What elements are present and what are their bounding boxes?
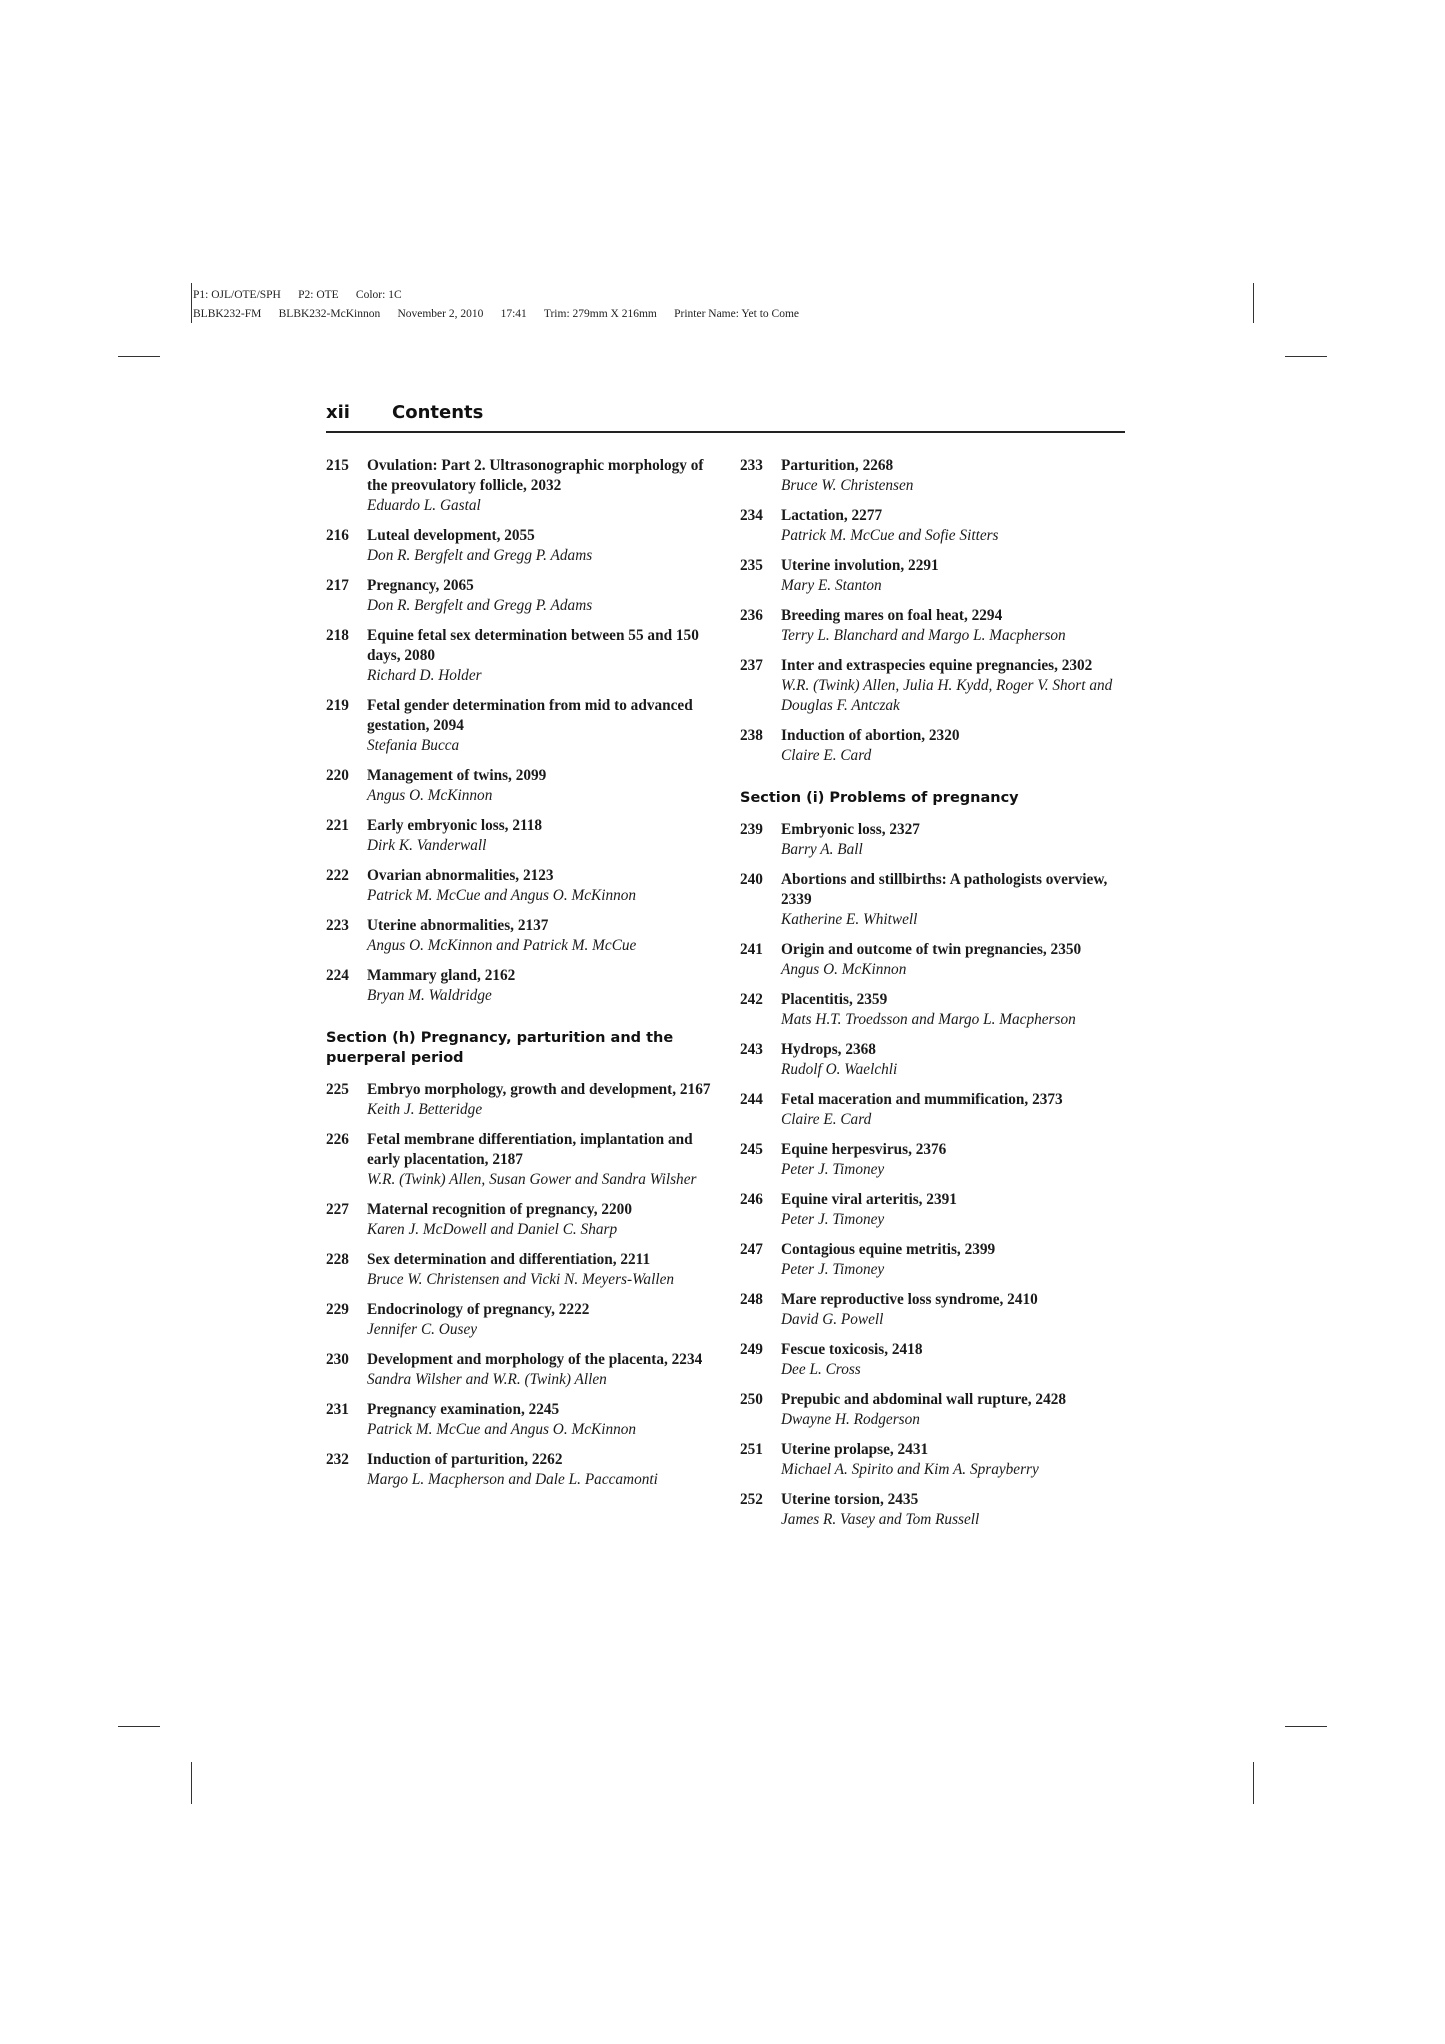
chapter-authors: Claire E. Card bbox=[781, 1111, 872, 1128]
toc-entry bbox=[740, 1040, 1130, 1080]
crop-mark bbox=[1285, 1726, 1327, 1727]
chapter-number: 234 bbox=[740, 507, 763, 524]
chapter-title: Early embryonic loss, 2118 bbox=[367, 817, 543, 834]
printer-slug-line-2: BLBK232-FM BLBK232-McKinnon November 2, 2010 17:41 Trim: 279mm X 216mm Printer Name: Yet to Come bbox=[193, 308, 799, 320]
chapter-authors: Bruce W. Christensen bbox=[781, 477, 914, 494]
toc-entry bbox=[326, 766, 716, 806]
chapter-number: 228 bbox=[326, 1251, 349, 1268]
toc-entry bbox=[326, 816, 716, 856]
chapter-authors: Dee L. Cross bbox=[781, 1361, 861, 1378]
chapter-title: Prepubic and abdominal wall rupture, 2428 bbox=[781, 1391, 1067, 1408]
chapter-number: 216 bbox=[326, 527, 349, 544]
printer-slug-line-1: P1: OJL/OTE/SPH P2: OTE Color: 1C bbox=[193, 289, 402, 301]
chapter-title: Endocrinology of pregnancy, 2222 bbox=[367, 1301, 590, 1318]
chapter-title: Breeding mares on foal heat, 2294 bbox=[781, 607, 1003, 624]
toc-entry bbox=[740, 1140, 1130, 1180]
chapter-number: 239 bbox=[740, 821, 763, 838]
chapter-number: 238 bbox=[740, 727, 763, 744]
chapter-number: 229 bbox=[326, 1301, 349, 1318]
chapter-authors: Stefania Bucca bbox=[367, 737, 460, 754]
crop-mark bbox=[191, 1762, 192, 1804]
toc-entry bbox=[740, 1090, 1130, 1130]
chapter-authors: Katherine E. Whitwell bbox=[781, 911, 918, 928]
chapter-authors: Karen J. McDowell and Daniel C. Sharp bbox=[367, 1221, 618, 1238]
toc-entry bbox=[326, 1080, 716, 1120]
chapter-number: 251 bbox=[740, 1441, 763, 1458]
chapter-authors: Margo L. Macpherson and Dale L. Paccamonti bbox=[367, 1471, 658, 1488]
chapter-number: 236 bbox=[740, 607, 763, 624]
chapter-number: 245 bbox=[740, 1141, 763, 1158]
chapter-title: Mare reproductive loss syndrome, 2410 bbox=[781, 1291, 1038, 1308]
chapter-authors: Mats H.T. Troedsson and Margo L. Macpherson bbox=[781, 1011, 1076, 1028]
chapter-title: Equine fetal sex determination between 55 and 150 days, 2080 bbox=[367, 627, 699, 664]
toc-entry bbox=[740, 940, 1130, 980]
toc-entry bbox=[740, 726, 1130, 766]
chapter-title: Embryonic loss, 2327 bbox=[781, 821, 920, 838]
chapter-title: Fetal gender determination from mid to advanced gestation, 2094 bbox=[367, 697, 693, 734]
chapter-title: Fescue toxicosis, 2418 bbox=[781, 1341, 923, 1358]
chapter-title: Maternal recognition of pregnancy, 2200 bbox=[367, 1201, 632, 1218]
chapter-title: Mammary gland, 2162 bbox=[367, 967, 516, 984]
chapter-number: 222 bbox=[326, 867, 349, 884]
chapter-number: 231 bbox=[326, 1401, 349, 1418]
chapter-number: 237 bbox=[740, 657, 763, 674]
toc-entry bbox=[740, 556, 1130, 596]
chapter-authors: Patrick M. McCue and Angus O. McKinnon bbox=[367, 887, 637, 904]
chapter-title: Inter and extraspecies equine pregnancies, 2302 bbox=[781, 657, 1093, 674]
toc-entry bbox=[740, 1440, 1130, 1480]
chapter-number: 232 bbox=[326, 1451, 349, 1468]
chapter-number: 220 bbox=[326, 767, 349, 784]
toc-entry bbox=[740, 820, 1130, 860]
toc-left-list bbox=[326, 456, 716, 1006]
chapter-title: Hydrops, 2368 bbox=[781, 1041, 876, 1058]
chapter-authors: Bruce W. Christensen and Vicki N. Meyers-Wallen bbox=[367, 1271, 675, 1288]
chapter-authors: David G. Powell bbox=[781, 1311, 884, 1328]
chapter-title: Uterine involution, 2291 bbox=[781, 557, 939, 574]
chapter-authors: Claire E. Card bbox=[781, 747, 872, 764]
crop-mark bbox=[191, 283, 192, 323]
chapter-number: 223 bbox=[326, 917, 349, 934]
chapter-authors: Eduardo L. Gastal bbox=[367, 497, 481, 514]
toc-entry bbox=[740, 1390, 1130, 1430]
chapter-title: Pregnancy examination, 2245 bbox=[367, 1401, 560, 1418]
toc-entry bbox=[326, 866, 716, 906]
toc-entry bbox=[740, 990, 1130, 1030]
chapter-title: Lactation, 2277 bbox=[781, 507, 883, 524]
toc-entry bbox=[326, 1300, 716, 1340]
header-rule bbox=[326, 431, 1125, 433]
chapter-title: Embryo morphology, growth and development, 2167 bbox=[367, 1081, 711, 1098]
chapter-number: 249 bbox=[740, 1341, 763, 1358]
toc-entry bbox=[326, 916, 716, 956]
chapter-title: Parturition, 2268 bbox=[781, 457, 894, 474]
toc-entry bbox=[740, 870, 1130, 930]
chapter-authors: Bryan M. Waldridge bbox=[367, 987, 492, 1004]
chapter-number: 240 bbox=[740, 871, 763, 888]
running-head bbox=[326, 402, 1126, 432]
chapter-title: Induction of parturition, 2262 bbox=[367, 1451, 563, 1468]
chapter-title: Induction of abortion, 2320 bbox=[781, 727, 960, 744]
chapter-title: Management of twins, 2099 bbox=[367, 767, 547, 784]
crop-mark bbox=[1253, 283, 1254, 323]
toc-entry bbox=[326, 696, 716, 756]
chapter-number: 221 bbox=[326, 817, 349, 834]
chapter-authors: Michael A. Spirito and Kim A. Sprayberry bbox=[781, 1461, 1039, 1478]
chapter-authors: Rudolf O. Waelchli bbox=[781, 1061, 898, 1078]
page-folio: xii bbox=[326, 402, 350, 423]
chapter-title: Pregnancy, 2065 bbox=[367, 577, 474, 594]
toc-entry bbox=[326, 456, 716, 516]
toc-entry bbox=[326, 1450, 716, 1490]
chapter-number: 233 bbox=[740, 457, 763, 474]
toc-entry bbox=[740, 1340, 1130, 1380]
chapter-authors: W.R. (Twink) Allen, Susan Gower and Sandra Wilsher bbox=[367, 1171, 697, 1188]
page-title: Contents bbox=[392, 402, 484, 423]
chapter-title: Contagious equine metritis, 2399 bbox=[781, 1241, 996, 1258]
chapter-authors: Peter J. Timoney bbox=[781, 1161, 885, 1178]
chapter-authors: W.R. (Twink) Allen, Julia H. Kydd, Roger V. Short and Douglas F. Antczak bbox=[781, 677, 1113, 714]
crop-mark bbox=[1285, 356, 1327, 357]
chapter-title: Ovarian abnormalities, 2123 bbox=[367, 867, 554, 884]
toc-entry bbox=[326, 1250, 716, 1290]
chapter-authors: Don R. Bergfelt and Gregg P. Adams bbox=[367, 597, 593, 614]
chapter-authors: Richard D. Holder bbox=[367, 667, 482, 684]
chapter-authors: Dirk K. Vanderwall bbox=[367, 837, 487, 854]
chapter-title: Equine herpesvirus, 2376 bbox=[781, 1141, 947, 1158]
chapter-title: Uterine torsion, 2435 bbox=[781, 1491, 919, 1508]
chapter-number: 218 bbox=[326, 627, 349, 644]
toc-entry bbox=[326, 1200, 716, 1240]
chapter-title: Origin and outcome of twin pregnancies, 2350 bbox=[781, 941, 1082, 958]
chapter-title: Placentitis, 2359 bbox=[781, 991, 888, 1008]
crop-mark bbox=[118, 1726, 160, 1727]
chapter-authors: Peter J. Timoney bbox=[781, 1211, 885, 1228]
chapter-number: 252 bbox=[740, 1491, 763, 1508]
chapter-title: Fetal maceration and mummification, 2373 bbox=[781, 1091, 1063, 1108]
chapter-authors: Terry L. Blanchard and Margo L. Macpherson bbox=[781, 627, 1066, 644]
toc-entry bbox=[740, 1490, 1130, 1530]
chapter-authors: Don R. Bergfelt and Gregg P. Adams bbox=[367, 547, 593, 564]
chapter-number: 217 bbox=[326, 577, 349, 594]
chapter-number: 244 bbox=[740, 1091, 763, 1108]
chapter-authors: Jennifer C. Ousey bbox=[367, 1321, 478, 1338]
toc-entry bbox=[740, 506, 1130, 546]
chapter-title: Luteal development, 2055 bbox=[367, 527, 535, 544]
chapter-authors: Dwayne H. Rodgerson bbox=[781, 1411, 920, 1428]
toc-entry bbox=[740, 1190, 1130, 1230]
chapter-authors: Mary E. Stanton bbox=[781, 577, 882, 594]
toc-entry bbox=[326, 1130, 716, 1190]
chapter-title: Development and morphology of the placenta, 2234 bbox=[367, 1351, 703, 1368]
chapter-number: 226 bbox=[326, 1131, 349, 1148]
toc-entry bbox=[740, 1240, 1130, 1280]
toc-entry bbox=[740, 456, 1130, 496]
chapter-number: 235 bbox=[740, 557, 763, 574]
chapter-number: 241 bbox=[740, 941, 763, 958]
chapter-number: 248 bbox=[740, 1291, 763, 1308]
chapter-number: 246 bbox=[740, 1191, 763, 1208]
toc-entry bbox=[326, 966, 716, 1006]
chapter-number: 219 bbox=[326, 697, 349, 714]
toc-entry bbox=[326, 1350, 716, 1390]
chapter-title: Sex determination and differentiation, 2211 bbox=[367, 1251, 651, 1268]
toc-section-i-list bbox=[740, 820, 1130, 1530]
chapter-authors: Patrick M. McCue and Sofie Sitters bbox=[781, 527, 999, 544]
chapter-authors: Barry A. Ball bbox=[781, 841, 863, 858]
toc-entry bbox=[326, 626, 716, 686]
chapter-number: 215 bbox=[326, 457, 349, 474]
chapter-number: 225 bbox=[326, 1081, 349, 1098]
toc-entry bbox=[326, 576, 716, 616]
toc-section-h-list bbox=[326, 1080, 716, 1490]
toc-entry bbox=[740, 656, 1130, 716]
chapter-number: 250 bbox=[740, 1391, 763, 1408]
chapter-authors: Peter J. Timoney bbox=[781, 1261, 885, 1278]
toc-entry bbox=[326, 526, 716, 566]
chapter-authors: Patrick M. McCue and Angus O. McKinnon bbox=[367, 1421, 637, 1438]
chapter-number: 247 bbox=[740, 1241, 763, 1258]
toc-entry bbox=[740, 1290, 1130, 1330]
toc-entry bbox=[740, 606, 1130, 646]
chapter-authors: Angus O. McKinnon and Patrick M. McCue bbox=[367, 937, 637, 954]
chapter-number: 224 bbox=[326, 967, 349, 984]
toc-right-column bbox=[740, 456, 1130, 1540]
chapter-number: 227 bbox=[326, 1201, 349, 1218]
section-h-heading: Section (h) Pregnancy, parturition and the puerperal period bbox=[326, 1030, 674, 1066]
chapter-authors: Keith J. Betteridge bbox=[367, 1101, 483, 1118]
chapter-authors: Angus O. McKinnon bbox=[367, 787, 493, 804]
chapter-authors: Sandra Wilsher and W.R. (Twink) Allen bbox=[367, 1371, 607, 1388]
chapter-number: 243 bbox=[740, 1041, 763, 1058]
chapter-number: 230 bbox=[326, 1351, 349, 1368]
chapter-authors: James R. Vasey and Tom Russell bbox=[781, 1511, 980, 1528]
chapter-authors: Angus O. McKinnon bbox=[781, 961, 907, 978]
toc-left-column bbox=[326, 456, 716, 1500]
crop-mark bbox=[118, 356, 160, 357]
crop-mark bbox=[1253, 1762, 1254, 1804]
section-i-heading: Section (i) Problems of pregnancy bbox=[740, 790, 1019, 806]
toc-right-list bbox=[740, 456, 1130, 766]
chapter-title: Uterine abnormalities, 2137 bbox=[367, 917, 549, 934]
chapter-title: Uterine prolapse, 2431 bbox=[781, 1441, 929, 1458]
chapter-title: Ovulation: Part 2. Ultrasonographic morphology of the preovulatory follicle, 2032 bbox=[367, 457, 704, 494]
chapter-title: Abortions and stillbirths: A pathologists overview, 2339 bbox=[781, 871, 1108, 908]
chapter-title: Fetal membrane differentiation, implantation and early placentation, 2187 bbox=[367, 1131, 693, 1168]
chapter-title: Equine viral arteritis, 2391 bbox=[781, 1191, 957, 1208]
toc-entry bbox=[326, 1400, 716, 1440]
chapter-number: 242 bbox=[740, 991, 763, 1008]
